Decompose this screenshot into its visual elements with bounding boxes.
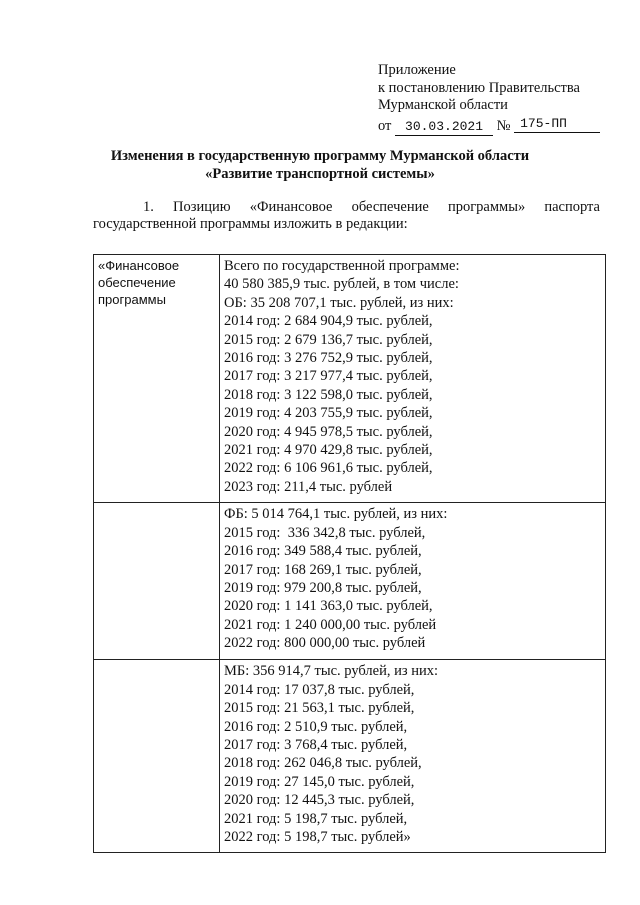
funding-line: 2022 год: 6 106 961,6 тыс. рублей, — [224, 460, 433, 477]
document-title — [0, 147, 640, 183]
funding-label: «Финансовое обеспечение программы — [98, 258, 180, 307]
number-sign: № — [496, 117, 511, 134]
title-line-1: Изменения в государственную программу Мурманской области — [110, 148, 530, 164]
funding-line: 2018 год: 3 122 598,0 тыс. рублей, — [224, 386, 433, 403]
section-3-list — [224, 662, 601, 846]
funding-table — [93, 254, 606, 853]
intro-line-2: государственной программы изложить в редакции: — [93, 216, 408, 232]
funding-line: 2016 год: 3 276 752,9 тыс. рублей, — [224, 350, 433, 367]
resolution-date: 30.03.2021 — [395, 118, 493, 137]
empty-label-cell — [94, 503, 220, 660]
empty-label-cell — [94, 660, 220, 853]
section-1-list — [224, 257, 601, 496]
appendix-line-2: к постановлению Правительства — [378, 79, 580, 96]
funding-line: 2015 год: 336 342,8 тыс. рублей, — [224, 524, 426, 541]
from-label: от — [378, 117, 392, 134]
funding-line: 2014 год: 2 684 904,9 тыс. рублей, — [224, 313, 433, 330]
table-row — [94, 660, 606, 853]
funding-line: Всего по государственной программе: — [224, 258, 460, 274]
funding-line: 2015 год: 21 563,1 тыс. рублей, — [224, 700, 415, 717]
resolution-number: 175-ПП — [514, 115, 600, 134]
funding-line: 2021 год: 4 970 429,8 тыс. рублей, — [224, 442, 433, 459]
funding-line: ОБ: 35 208 707,1 тыс. рублей, из них: — [224, 294, 454, 311]
funding-line: 2019 год: 979 200,8 тыс. рублей, — [224, 579, 422, 596]
funding-line: 2020 год: 4 945 978,5 тыс. рублей, — [224, 423, 433, 440]
funding-line: 2020 год: 1 141 363,0 тыс. рублей, — [224, 598, 433, 615]
federal-funding-cell — [220, 503, 606, 660]
appendix-date-line — [378, 115, 600, 137]
intro-line-1: 1. Позицию «Финансовое обеспечение программы» паспорта — [143, 199, 600, 215]
funding-line: 2021 год: 1 240 000,00 тыс. рублей — [224, 616, 437, 633]
funding-line: 2019 год: 4 203 755,9 тыс. рублей, — [224, 405, 433, 422]
funding-line: 2014 год: 17 037,8 тыс. рублей, — [224, 681, 415, 698]
section-2-list — [224, 505, 601, 652]
funding-line: 2022 год: 800 000,00 тыс. рублей — [224, 635, 426, 652]
total-funding-cell — [220, 255, 606, 503]
funding-line: 2023 год: 211,4 тыс. рублей — [224, 478, 393, 495]
funding-line: 2018 год: 262 046,8 тыс. рублей, — [224, 755, 422, 772]
funding-line: 40 580 385,9 тыс. рублей, в том числе: — [224, 276, 459, 293]
funding-line: 2022 год: 5 198,7 тыс. рублей» — [224, 828, 411, 845]
appendix-line-1: Приложение — [378, 62, 456, 78]
funding-line: 2020 год: 12 445,3 тыс. рублей, — [224, 792, 415, 809]
funding-label-cell — [94, 255, 220, 503]
intro-paragraph — [93, 199, 600, 233]
funding-line: 2017 год: 3 768,4 тыс. рублей, — [224, 736, 408, 753]
funding-line: 2017 год: 168 269,1 тыс. рублей, — [224, 561, 422, 578]
table-row — [94, 255, 606, 503]
table-row — [94, 503, 606, 660]
appendix-header — [378, 62, 600, 136]
funding-line: 2019 год: 27 145,0 тыс. рублей, — [224, 773, 415, 790]
funding-line: 2017 год: 3 217 977,4 тыс. рублей, — [224, 368, 433, 385]
funding-line: ФБ: 5 014 764,1 тыс. рублей, из них: — [224, 506, 448, 523]
funding-line: 2016 год: 2 510,9 тыс. рублей, — [224, 718, 408, 735]
appendix-line-3: Мурманской области — [378, 97, 508, 113]
funding-line: МБ: 356 914,7 тыс. рублей, из них: — [224, 663, 438, 680]
funding-line: 2015 год: 2 679 136,7 тыс. рублей, — [224, 331, 433, 348]
funding-line: 2021 год: 5 198,7 тыс. рублей, — [224, 810, 408, 827]
title-line-2: «Развитие транспортной системы» — [205, 166, 435, 182]
funding-line: 2016 год: 349 588,4 тыс. рублей, — [224, 543, 422, 560]
municipal-funding-cell — [220, 660, 606, 853]
